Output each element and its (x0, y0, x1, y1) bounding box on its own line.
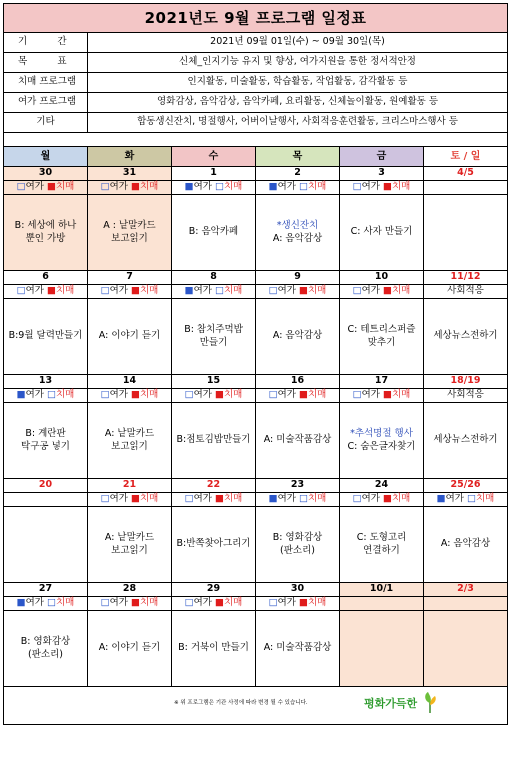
activity-line: 연결하기 (363, 544, 400, 556)
leisure-label: 여가 (193, 181, 212, 193)
activity-line: A: 미술작품감상 (263, 642, 332, 654)
open-square-icon: □ (352, 181, 362, 193)
date-cell: 30 (256, 583, 340, 597)
activity-line: B: 세상에 하나 (14, 219, 77, 231)
activity-line: (판소리) (28, 648, 63, 660)
program-mark-cell (4, 181, 88, 195)
program-mark-cell (340, 493, 424, 507)
filled-square-icon: ■ (299, 597, 308, 609)
date-cell: 13 (4, 375, 88, 389)
program-mark-cell (256, 597, 340, 611)
open-square-icon: □ (184, 493, 194, 505)
day-header: 월 (4, 147, 88, 167)
program-mark-cell (340, 285, 424, 299)
day-header: 수 (172, 147, 256, 167)
date-cell: 20 (4, 479, 88, 493)
leisure-label: 여가 (109, 389, 128, 401)
activity-line: A: 음악감상 (272, 330, 323, 342)
date-cell: 11/12 (424, 271, 508, 285)
activity-cell (256, 403, 340, 479)
footer-note: ※ 위 프로그램은 기관 사정에 따라 변경 될 수 있습니다. (174, 700, 308, 706)
info-label: 치매 프로그램 (4, 73, 88, 93)
filled-square-icon: ■ (383, 389, 392, 401)
leisure-label: 여가 (25, 285, 44, 297)
program-mark-cell (340, 389, 424, 403)
activity-cell (424, 195, 508, 271)
info-row (4, 33, 508, 53)
activity-row (4, 403, 508, 479)
open-square-icon: □ (268, 389, 278, 401)
activity-line: A: 미술작품감상 (263, 434, 332, 446)
dementia-label: 치매 (392, 493, 411, 505)
program-mark-cell (88, 285, 172, 299)
schedule-page (3, 3, 507, 773)
filled-square-icon: ■ (131, 285, 140, 297)
open-square-icon: □ (100, 597, 110, 609)
program-mark-cell (424, 597, 508, 611)
leisure-label: 여가 (361, 493, 380, 505)
date-cell: 15 (172, 375, 256, 389)
dementia-label: 치매 (224, 181, 243, 193)
date-cell: 16 (256, 375, 340, 389)
activity-cell (4, 195, 88, 271)
open-square-icon: □ (268, 597, 278, 609)
filled-square-icon: ■ (268, 181, 278, 193)
activity-line: 보고읽기 (111, 544, 148, 556)
date-cell: 8 (172, 271, 256, 285)
program-mark-cell (172, 493, 256, 507)
dementia-label: 치매 (392, 181, 411, 193)
info-label: 여가 프로그램 (4, 93, 88, 113)
activity-cell (256, 611, 340, 687)
activity-line: 보고읽기 (111, 232, 148, 244)
open-square-icon: □ (352, 389, 362, 401)
filled-square-icon: ■ (131, 493, 140, 505)
activity-line: C: 사자 만들기 (350, 226, 413, 238)
open-square-icon: □ (47, 597, 56, 609)
filled-square-icon: ■ (299, 389, 308, 401)
activity-line: C: 도형고리 (356, 531, 407, 543)
filled-square-icon: ■ (184, 181, 194, 193)
activity-line: B:반쪽찾아그리기 (176, 538, 251, 550)
program-mark-cell (4, 493, 88, 507)
activity-cell (172, 507, 256, 583)
activity-cell (256, 299, 340, 375)
activity-line: B: 영화감상 (272, 531, 323, 543)
filled-square-icon: ■ (47, 181, 56, 193)
date-cell: 3 (340, 167, 424, 181)
dementia-label: 치매 (56, 597, 75, 609)
program-mark-cell (340, 181, 424, 195)
info-label: 기타 (4, 113, 88, 133)
filled-square-icon: ■ (215, 493, 224, 505)
program-mark-cell (172, 597, 256, 611)
leisure-label: 여가 (277, 181, 296, 193)
open-square-icon: □ (215, 285, 224, 297)
activity-cell (4, 611, 88, 687)
activity-line: 뿐인 가방 (25, 232, 66, 244)
date-cell: 14 (88, 375, 172, 389)
activity-line: B: 음악카페 (188, 226, 239, 238)
activity-line: B: 계란판 (25, 427, 66, 439)
leisure-label: 여가 (25, 597, 44, 609)
date-row (4, 479, 508, 493)
open-square-icon: □ (100, 181, 110, 193)
info-value: 영화감상, 음악감상, 음악카페, 요리활동, 신체놀이활동, 원예활동 등 (88, 93, 508, 113)
filled-square-icon: ■ (184, 285, 194, 297)
leisure-label: 여가 (193, 285, 212, 297)
leisure-label: 여가 (361, 181, 380, 193)
activity-cell (256, 507, 340, 583)
open-square-icon: □ (16, 181, 26, 193)
info-value: 2021년 09월 01일(수) ~ 09월 30일(목) (88, 33, 508, 53)
program-mark-cell (4, 285, 88, 299)
info-row (4, 113, 508, 133)
dementia-label: 치매 (392, 285, 411, 297)
leisure-label: 여가 (25, 389, 44, 401)
filled-square-icon: ■ (383, 285, 392, 297)
spacer-row (4, 133, 508, 147)
leisure-label: 여가 (109, 181, 128, 193)
day-header: 금 (340, 147, 424, 167)
logo-text: 평화가득한 (364, 697, 418, 710)
dementia-label: 치매 (140, 597, 159, 609)
date-row (4, 375, 508, 389)
dementia-label: 치매 (224, 285, 243, 297)
dementia-label: 치매 (392, 389, 411, 401)
program-mark-cell (256, 493, 340, 507)
mark-row (4, 389, 508, 403)
activity-cell (424, 507, 508, 583)
info-label: 기 간 (4, 33, 88, 53)
activity-cell (340, 195, 424, 271)
mark-row (4, 181, 508, 195)
activity-row (4, 195, 508, 271)
activity-line: C: 테트리스퍼즐 (347, 323, 416, 335)
activity-cell (88, 507, 172, 583)
dementia-label: 치매 (308, 389, 327, 401)
mark-row (4, 597, 508, 611)
filled-square-icon: ■ (16, 389, 26, 401)
activity-line: B: 거북이 만들기 (178, 642, 249, 654)
activity-cell (424, 299, 508, 375)
date-cell: 2 (256, 167, 340, 181)
date-cell: 23 (256, 479, 340, 493)
date-row (4, 583, 508, 597)
filled-square-icon: ■ (16, 597, 26, 609)
filled-square-icon: ■ (436, 493, 446, 505)
leisure-label: 여가 (277, 493, 296, 505)
dementia-label: 치매 (140, 285, 159, 297)
program-mark-cell (4, 597, 88, 611)
open-square-icon: □ (100, 493, 110, 505)
footer-row (4, 687, 508, 725)
activity-line: (판소리) (280, 544, 315, 556)
activity-cell (340, 403, 424, 479)
activity-line: A: 음악감상 (272, 232, 323, 244)
leisure-label: 여가 (445, 493, 464, 505)
activity-line: A : 낱말카드 (103, 219, 156, 231)
activity-cell (256, 195, 340, 271)
leisure-label: 여가 (277, 597, 296, 609)
program-mark-cell: 사회적응 (424, 389, 508, 403)
footer-cell (4, 687, 508, 725)
dementia-label: 치매 (224, 597, 243, 609)
activity-row (4, 611, 508, 687)
activity-cell (172, 611, 256, 687)
info-row (4, 93, 508, 113)
day-header-row (4, 147, 508, 167)
date-cell: 1 (172, 167, 256, 181)
date-cell: 27 (4, 583, 88, 597)
dementia-label: 치매 (140, 493, 159, 505)
activity-cell (424, 611, 508, 687)
dementia-label: 치매 (140, 181, 159, 193)
activity-line: 세상뉴스전하기 (433, 330, 498, 342)
date-cell: 21 (88, 479, 172, 493)
program-mark-cell (256, 181, 340, 195)
info-row (4, 53, 508, 73)
date-cell: 10/1 (340, 583, 424, 597)
dementia-label: 치매 (308, 597, 327, 609)
open-square-icon: □ (467, 493, 476, 505)
activity-line: A: 낱말카드 (104, 531, 155, 543)
program-mark-cell (88, 181, 172, 195)
filled-square-icon: ■ (47, 285, 56, 297)
dementia-label: 치매 (476, 493, 495, 505)
date-cell: 9 (256, 271, 340, 285)
program-mark-cell (424, 181, 508, 195)
date-cell: 22 (172, 479, 256, 493)
info-value: 합동생신잔치, 명절행사, 어버이날행사, 사회적응훈련활동, 크리스마스행사 등 (88, 113, 508, 133)
activity-line: *추석명절 행사 (350, 427, 413, 439)
activity-cell (424, 403, 508, 479)
dementia-label: 치매 (56, 389, 75, 401)
date-cell: 7 (88, 271, 172, 285)
activity-cell (4, 403, 88, 479)
open-square-icon: □ (100, 389, 110, 401)
filled-square-icon: ■ (268, 493, 278, 505)
open-square-icon: □ (299, 181, 308, 193)
leisure-label: 여가 (109, 493, 128, 505)
activity-line: A: 음악감상 (440, 538, 491, 550)
date-row (4, 271, 508, 285)
info-value: 신체_인지기능 유지 및 향상, 여가지원을 통한 정서적안정 (88, 53, 508, 73)
open-square-icon: □ (47, 389, 56, 401)
info-row (4, 73, 508, 93)
activity-cell (4, 507, 88, 583)
activity-line: 만들기 (199, 336, 228, 348)
date-cell: 6 (4, 271, 88, 285)
open-square-icon: □ (16, 285, 26, 297)
day-header: 화 (88, 147, 172, 167)
activity-line: A: 이야기 듣기 (98, 330, 161, 342)
date-cell: 31 (88, 167, 172, 181)
date-cell: 28 (88, 583, 172, 597)
date-cell: 29 (172, 583, 256, 597)
open-square-icon: □ (299, 493, 308, 505)
leisure-label: 여가 (109, 597, 128, 609)
schedule-table (3, 3, 508, 725)
page-title: 2021년도 9월 프로그램 일정표 (4, 4, 508, 33)
activity-cell (88, 611, 172, 687)
date-cell: 25/26 (424, 479, 508, 493)
program-mark-cell (256, 285, 340, 299)
activity-line: B:9월 달력만들기 (8, 330, 83, 342)
dementia-label: 치매 (140, 389, 159, 401)
program-mark-cell (4, 389, 88, 403)
logo (364, 691, 424, 719)
dementia-label: 치매 (56, 181, 75, 193)
leisure-label: 여가 (277, 285, 296, 297)
program-mark-cell (88, 493, 172, 507)
activity-line: B: 참치주먹밥 (184, 323, 243, 335)
program-mark-cell (256, 389, 340, 403)
activity-cell (172, 195, 256, 271)
leisure-label: 여가 (193, 389, 212, 401)
open-square-icon: □ (352, 285, 362, 297)
activity-cell (4, 299, 88, 375)
program-mark-cell (424, 493, 508, 507)
activity-cell (340, 299, 424, 375)
filled-square-icon: ■ (131, 597, 140, 609)
program-mark-cell (88, 389, 172, 403)
date-cell: 4/5 (424, 167, 508, 181)
open-square-icon: □ (215, 181, 224, 193)
activity-line: C: 숨은글자찾기 (347, 440, 416, 452)
dementia-label: 치매 (308, 285, 327, 297)
dementia-label: 치매 (224, 389, 243, 401)
open-square-icon: □ (184, 389, 194, 401)
open-square-icon: □ (352, 493, 362, 505)
program-mark-cell (88, 597, 172, 611)
activity-cell (88, 195, 172, 271)
activity-row (4, 507, 508, 583)
filled-square-icon: ■ (131, 389, 140, 401)
activity-cell (172, 403, 256, 479)
open-square-icon: □ (184, 597, 194, 609)
leisure-label: 여가 (109, 285, 128, 297)
activity-line: 맞추기 (367, 336, 396, 348)
date-cell: 30 (4, 167, 88, 181)
program-mark-cell (172, 285, 256, 299)
leisure-label: 여가 (193, 493, 212, 505)
filled-square-icon: ■ (383, 181, 392, 193)
dementia-label: 치매 (224, 493, 243, 505)
dementia-label: 치매 (56, 285, 75, 297)
activity-line: *생신잔치 (276, 219, 319, 231)
activity-line: B: 영화감상 (20, 635, 71, 647)
activity-row (4, 299, 508, 375)
activity-cell (172, 299, 256, 375)
leisure-label: 여가 (277, 389, 296, 401)
activity-cell (88, 299, 172, 375)
day-header: 목 (256, 147, 340, 167)
open-square-icon: □ (100, 285, 110, 297)
program-mark-cell (172, 181, 256, 195)
leisure-label: 여가 (361, 389, 380, 401)
info-value: 인지활동, 미술활동, 학습활동, 작업활동, 감각활동 등 (88, 73, 508, 93)
filled-square-icon: ■ (215, 597, 224, 609)
leisure-label: 여가 (361, 285, 380, 297)
open-square-icon: □ (268, 285, 278, 297)
mark-row (4, 493, 508, 507)
leisure-label: 여가 (25, 181, 44, 193)
program-mark-cell: 사회적응 (424, 285, 508, 299)
activity-cell (340, 507, 424, 583)
date-row (4, 167, 508, 181)
program-mark-cell (340, 597, 424, 611)
leisure-label: 여가 (193, 597, 212, 609)
mark-row (4, 285, 508, 299)
date-cell: 2/3 (424, 583, 508, 597)
info-label: 목 표 (4, 53, 88, 73)
leaf-icon (422, 691, 438, 713)
filled-square-icon: ■ (131, 181, 140, 193)
date-cell: 24 (340, 479, 424, 493)
activity-line: A: 이야기 듣기 (98, 642, 161, 654)
date-cell: 10 (340, 271, 424, 285)
day-header: 토 / 일 (424, 147, 508, 167)
activity-cell (88, 403, 172, 479)
activity-line: A: 낱말카드 (104, 427, 155, 439)
activity-line: 보고읽기 (111, 440, 148, 452)
program-mark-cell (172, 389, 256, 403)
activity-cell (340, 611, 424, 687)
spacer-cell (4, 133, 508, 147)
activity-line: 탁구공 넣기 (21, 440, 70, 452)
date-cell: 18/19 (424, 375, 508, 389)
dementia-label: 치매 (308, 181, 327, 193)
filled-square-icon: ■ (215, 389, 224, 401)
dementia-label: 치매 (308, 493, 327, 505)
filled-square-icon: ■ (299, 285, 308, 297)
date-cell: 17 (340, 375, 424, 389)
activity-line: B:점토김밥만들기 (176, 434, 251, 446)
filled-square-icon: ■ (383, 493, 392, 505)
activity-line: 세상뉴스전하기 (433, 434, 498, 446)
